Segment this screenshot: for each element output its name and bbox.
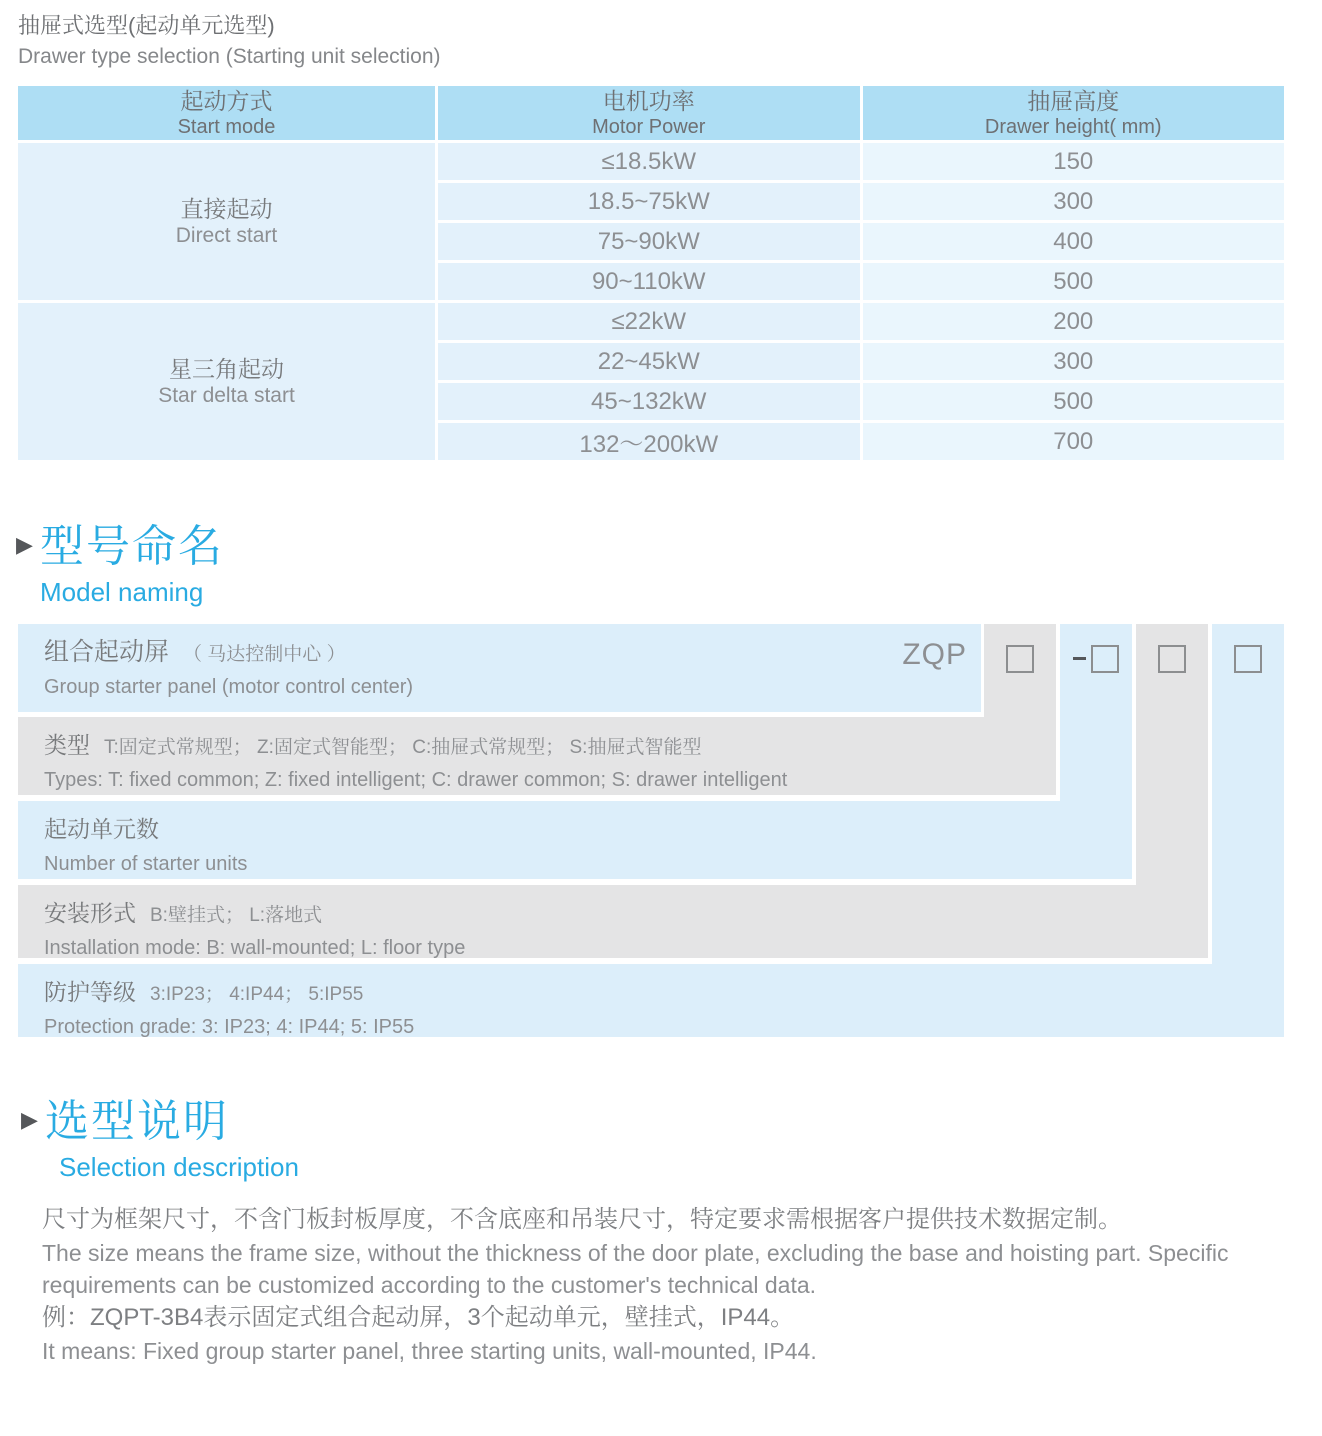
table-cell-height: 150 <box>863 143 1285 180</box>
header-label-zh: 电机功率 <box>602 87 695 114</box>
mode-label-en: Direct start <box>175 223 278 247</box>
code-box-icon <box>1091 645 1119 673</box>
table-cell-power: ≤18.5kW <box>438 143 860 180</box>
row-label-zh: 组合起动屏 <box>44 638 170 666</box>
table-cell-power: 22~45kW <box>438 343 860 380</box>
row-label-en: Protection grade: 3: IP23; 4: IP44; 5: IP55 <box>44 1016 415 1038</box>
drawer-selection-table <box>18 86 1284 460</box>
paragraph-en: The size means the frame size, without the thickness of the door plate, excluding the base and hoisting part. Specific requirements can be customized according to the customer's technical data. <box>42 1240 1229 1298</box>
table-cell-power: 18.5~75kW <box>438 183 860 220</box>
table-cell-power: ≤22kW <box>438 303 860 340</box>
mode-cell-star-delta-start <box>18 303 435 460</box>
table-cell-height: 700 <box>863 423 1285 460</box>
diagram-row-starter-units <box>18 801 1132 879</box>
table-header-drawer-height <box>863 86 1285 140</box>
header-label-zh: 抽屉高度 <box>1027 87 1120 114</box>
header-label-en: Motor Power <box>592 115 706 138</box>
code-slot-strip-type <box>984 624 1056 718</box>
table-cell-power: 132～200kW <box>438 423 860 460</box>
diagram-row-group-starter-panel <box>18 624 981 712</box>
header-label-zh: 起动方式 <box>180 87 273 114</box>
doc-title-zh: 抽屉式选型(起动单元选型) <box>18 13 275 38</box>
model-naming-section-header <box>18 522 1284 607</box>
doc-title-en: Drawer type selection (Starting unit selection) <box>18 45 441 68</box>
mode-cell-direct-start <box>18 143 435 300</box>
code-slot-strip-units <box>1060 624 1132 802</box>
row-label-en: Group starter panel (motor control center) <box>44 676 414 698</box>
row-label-zh: 安装形式 <box>44 900 136 926</box>
code-slot-strip-protection <box>1212 624 1284 965</box>
header-label-en: Start mode <box>177 115 276 138</box>
row-label-zh: 起动单元数 <box>44 816 159 842</box>
section-title-en: Selection description <box>59 1152 299 1182</box>
diagram-row-types <box>18 717 1056 795</box>
table-cell-power: 90~110kW <box>438 263 860 300</box>
code-dash-icon <box>1073 657 1086 660</box>
table-cell-power: 75~90kW <box>438 223 860 260</box>
table-cell-height: 500 <box>863 383 1285 420</box>
table-cell-power: 45~132kW <box>438 383 860 420</box>
row-detail-zh: B:壁挂式； L:落地式 <box>150 905 323 926</box>
paragraph-zh: 例：ZQPT-3B4表示固定式组合起动屏，3个起动单元，壁挂式，IP44。 <box>42 1304 795 1331</box>
row-label-en: Installation mode: B: wall-mounted; L: floor type <box>44 937 466 959</box>
paragraph-zh: 尺寸为框架尺寸，不含门板封板厚度，不含底座和吊装尺寸，特定要求需根据客户提供技术数据定制。 <box>42 1206 1122 1233</box>
code-slot-strip-installation <box>1136 624 1208 886</box>
header-label-en: Drawer height( mm) <box>984 115 1162 138</box>
mode-label-en: Star delta start <box>158 383 295 407</box>
row-detail-zh: （ 马达控制中心 ） <box>183 644 346 665</box>
table-cell-height: 500 <box>863 263 1285 300</box>
row-label-en: Types: T: fixed common; Z: fixed intelligent; C: drawer common; S: drawer intelligent <box>44 769 788 791</box>
mode-label-zh: 星三角起动 <box>169 355 284 382</box>
table-cell-height: 400 <box>863 223 1285 260</box>
selection-description-section-header <box>23 1097 1284 1182</box>
section-arrow-icon: ▶ <box>21 1107 38 1132</box>
row-detail-zh: 3:IP23； 4:IP44； 5:IP55 <box>150 984 364 1005</box>
diagram-row-protection-grade <box>18 964 1284 1037</box>
diagram-row-installation-mode <box>18 885 1208 958</box>
section-title-en: Model naming <box>40 577 204 607</box>
doc-title <box>18 12 1284 69</box>
code-box-icon <box>1006 645 1034 673</box>
paragraph-en: It means: Fixed group starter panel, three starting units, wall-mounted, IP44. <box>42 1338 817 1364</box>
section-title-zh: 型号命名 <box>40 522 224 571</box>
row-label-zh: 类型 <box>44 732 90 758</box>
table-cell-height: 300 <box>863 183 1285 220</box>
row-detail-zh: T:固定式常规型； Z:固定式智能型； C:抽屉式常规型； S:抽屉式智能型 <box>104 737 702 758</box>
table-header-start-mode <box>18 86 435 140</box>
table-header-motor-power <box>438 86 860 140</box>
code-box-icon <box>1234 645 1262 673</box>
mode-label-zh: 直接起动 <box>180 195 273 222</box>
section-arrow-icon: ▶ <box>16 532 33 557</box>
model-naming-diagram <box>18 624 1284 1037</box>
table-cell-height: 300 <box>863 343 1285 380</box>
section-title-zh: 选型说明 <box>45 1097 229 1146</box>
model-code-prefix: ZQP <box>902 638 967 671</box>
code-box-icon <box>1158 645 1186 673</box>
table-cell-height: 200 <box>863 303 1285 340</box>
row-label-zh: 防护等级 <box>44 979 136 1005</box>
selection-description-text <box>42 1203 1287 1367</box>
row-label-en: Number of starter units <box>44 853 248 875</box>
